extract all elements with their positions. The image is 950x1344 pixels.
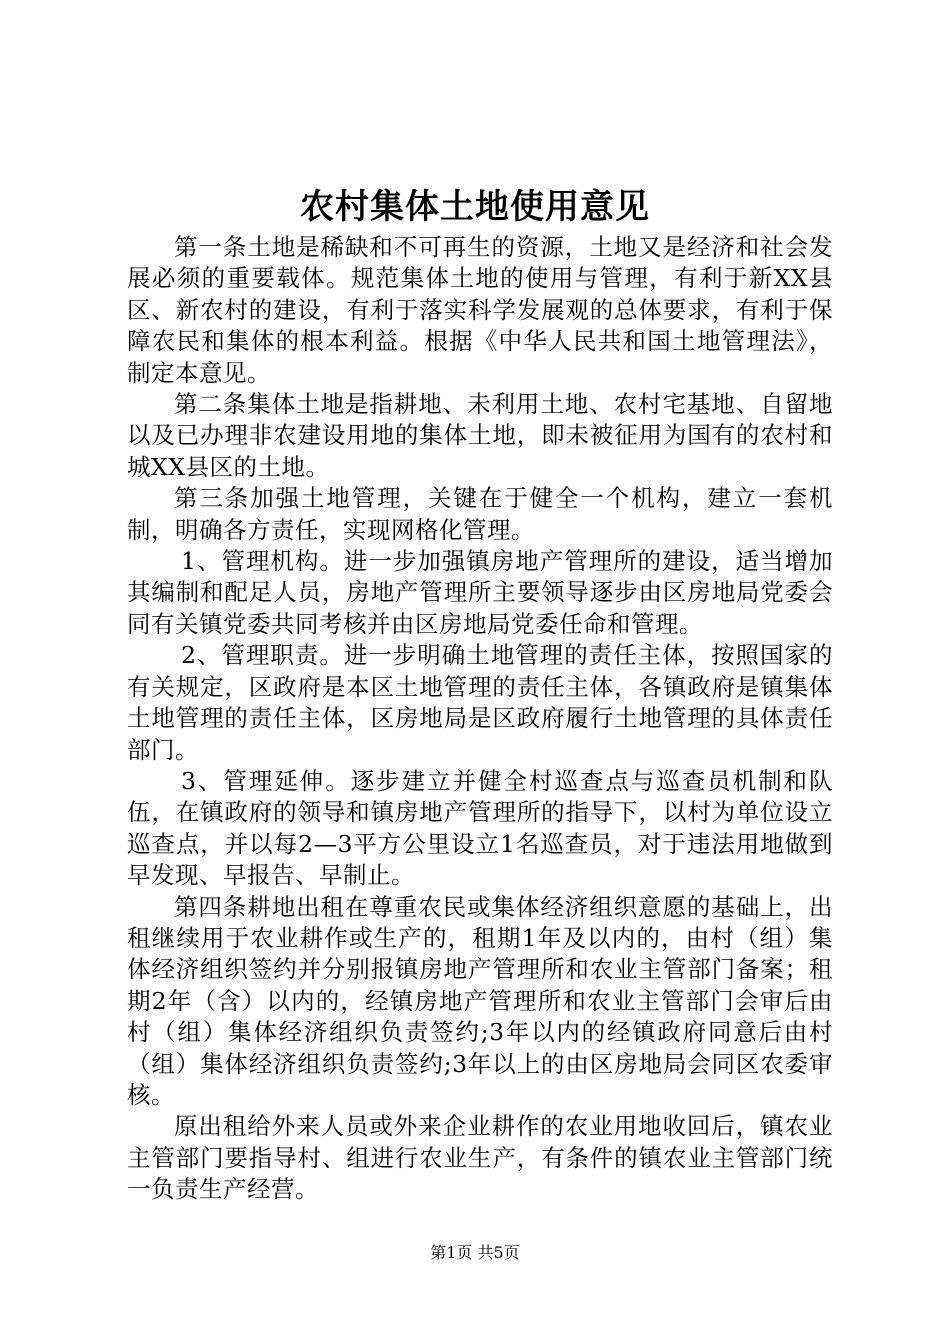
paragraph-article-1: 第一条土地是稀缺和不可再生的资源，土地又是经济和社会发展必须的重要载体。规范集体土地的使用与管理，有利于新XX县区、新农村的建设，有利于落实科学发展观的总体要求，有利于保障农民和集体的根本利益。根据《中华人民共和国土地管理法》，制定本意见。: [127, 233, 833, 387]
document-body: [127, 232, 833, 1206]
paragraph-item-3: 3、管理延伸。逐步建立并健全村巡查点与巡查员机制和队伍，在镇政府的领导和镇房地产管理所的指导下，以村为单位设立巡查点，并以每2—3平方公里设立1名巡查员，对于违法用地做到早发现、早报告、早制止。: [127, 766, 833, 890]
paragraph-article-4-continued: 原出租给外来人员或外来企业耕作的农业用地收回后，镇农业主管部门要指导村、组进行农业生产，有条件的镇农业主管部门统一负责生产经营。: [127, 1112, 833, 1204]
paragraph-article-2: 第二条集体土地是指耕地、未利用土地、农村宅基地、自留地以及已办理非农建设用地的集体土地，即未被征用为国有的农村和城XX县区的土地。: [127, 390, 833, 481]
paragraph-item-2: 2、管理职责。进一步明确土地管理的责任主体，按照国家的有关规定，区政府是本区土地管理的责任主体，各镇政府是镇集体土地管理的责任主体，区房地局是区政府履行土地管理的具体责任部门。: [127, 641, 833, 764]
paragraph-item-1: 1、管理机构。进一步加强镇房地产管理所的建设，适当增加其编制和配足人员，房地产管理所主要领导逐步由区房地局党委会同有关镇党委共同考核并由区房地局党委任命和管理。: [127, 547, 833, 638]
paragraph-article-3: 第三条加强土地管理，关键在于健全一个机构，建立一套机制，明确各方责任，实现网格化管理。: [127, 484, 833, 544]
document-title: 农村集体土地使用意见: [300, 187, 650, 227]
page-number-footer: 第1页 共5页: [430, 1243, 520, 1262]
paragraph-article-4: 第四条耕地出租在尊重农民或集体经济组织意愿的基础上，出租继续用于农业耕作或生产的，租期1年及以内的，由村（组）集体经济组织签约并分别报镇房地产管理所和农业主管部门备案；租期2年（含）以内的，经镇房地产管理所和农业主管部门会审后由村（组）集体经济组织负责签约;3年以内的经镇政府同意后由村（组）集体经济组织负责签约;3年以上的由区房地局会同区农委审核。: [127, 892, 833, 1109]
